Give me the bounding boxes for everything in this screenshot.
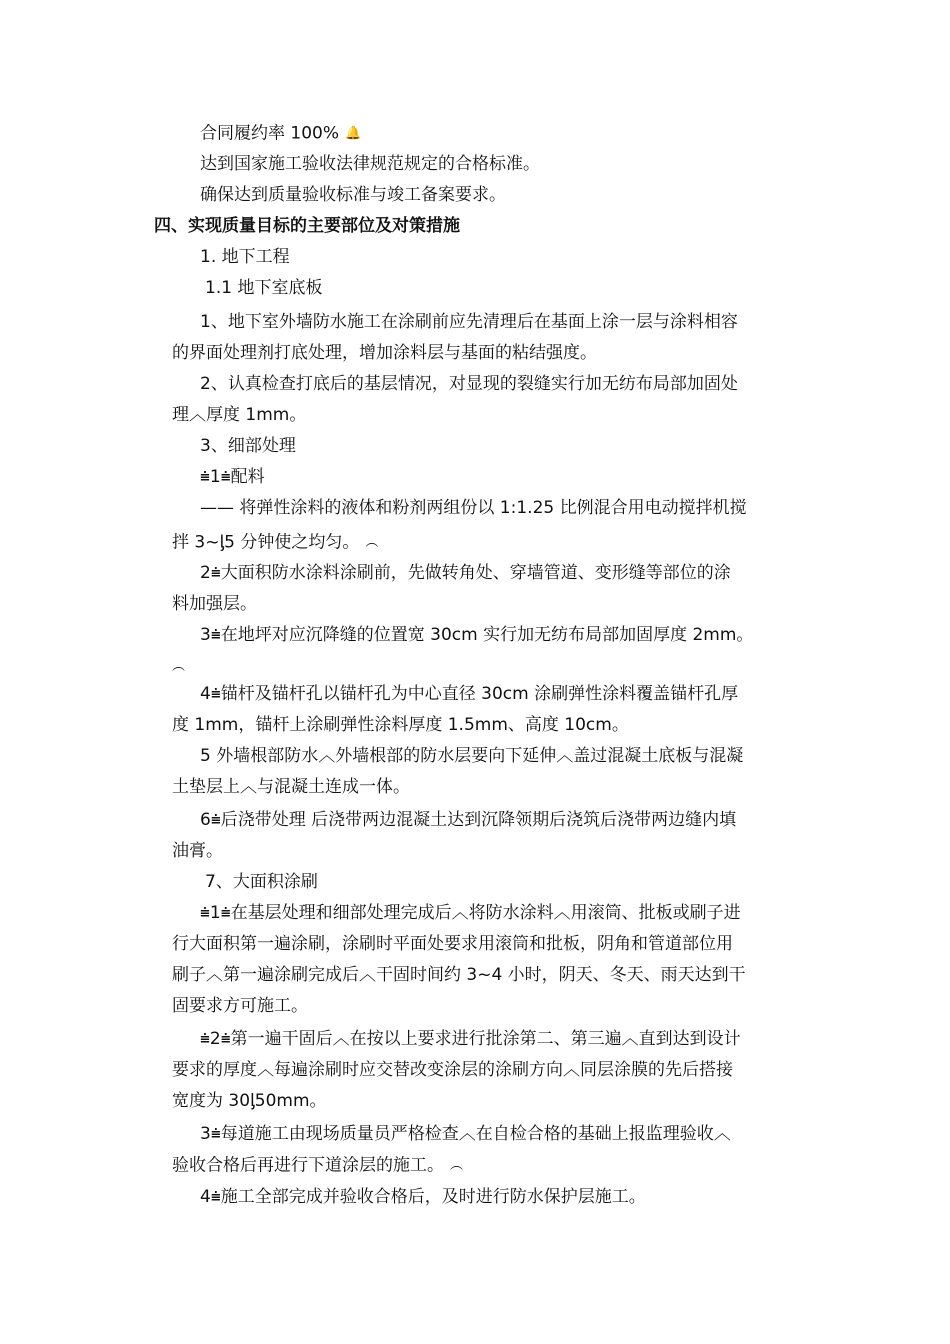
- text-line: 确保达到质量验收标准与竣工备案要求。: [200, 185, 506, 205]
- paragraph-line: 的界面处理剂打底处理，增加涂料层与基面的粘结强度。: [172, 343, 597, 363]
- paragraph-line: 固要求方可施工。: [172, 996, 308, 1016]
- paragraph-line: [172, 527, 378, 559]
- paragraph-line: 6⩧后浇带处理 后浇带两边混凝土达到沉降领期后浇筑后浇带两边缝内填: [200, 810, 737, 830]
- subsection-heading: 1. 地下工程: [200, 247, 290, 267]
- paragraph-line: ⩧1⩧在基层处理和细部处理完成后︿将防水涂料︿用滚筒、批板或刷子进: [200, 903, 741, 923]
- paragraph-line: 料加强层。: [172, 594, 257, 614]
- paragraph-line: 度 1mm，锚杆上涂刷弹性涂料厚度 1.5mm、高度 10cm。: [172, 715, 629, 735]
- bell-icon: 🔔: [345, 126, 362, 141]
- text-line: 达到国家施工验收法律规范规定的合格标准。: [200, 154, 540, 174]
- paragraph-text: 拌 3~ᶅ5 分钟使之均匀。: [172, 532, 360, 553]
- contract-rate-text: 合同履约率 100%: [200, 123, 340, 144]
- paragraph-line: ⩧1⩧配料: [200, 467, 265, 487]
- paragraph-line: 5 外墙根部防水︿外墙根部的防水层要向下延伸︿盖过混凝土底板与混凝: [200, 746, 744, 766]
- paragraph-line: 3、细部处理: [200, 436, 296, 456]
- paragraph-line: 土垫层上︿与混凝土连成一体。: [172, 777, 410, 797]
- paragraph-line: [172, 651, 185, 683]
- paragraph-line: ⩧2⩧第一遍干固后︿在按以上要求进行批涂第二、第三遍︿直到达到设计: [200, 1029, 741, 1049]
- paragraph-line: 4⩧施工全部完成并验收合格后，及时进行防水保护层施工。: [200, 1187, 646, 1207]
- paragraph-line: 理︿厚度 1mm。: [172, 405, 307, 425]
- paragraph-line: —— 将弹性涂料的液体和粉剂两组份以 1:1.25 比例混合用电动搅拌机搅: [200, 498, 747, 518]
- paragraph-line: [172, 1150, 463, 1182]
- paragraph-line: 1、地下室外墙防水施工在涂刷前应先清理后在基面上涂一层与涂料相容: [200, 312, 738, 332]
- subsection-heading: 1.1 地下室底板: [205, 278, 323, 298]
- paragraph-line: 行大面积第一遍涂刷，涂刷时平面处要求用滚筒和批板，阴角和管道部位用: [172, 934, 733, 954]
- section-heading: 四、实现质量目标的主要部位及对策措施: [154, 216, 460, 236]
- paragraph-line: 宽度为 30ᶅ50mm。: [172, 1091, 327, 1111]
- text-line: [200, 118, 361, 150]
- paragraph-line: 2、认真检查打底后的基层情况，对显现的裂缝实行加无纺布局部加固处: [200, 374, 738, 394]
- paragraph-line: 油膏。: [172, 841, 223, 861]
- paragraph-line: 7、大面积涂刷: [205, 872, 318, 892]
- paragraph-line: 3⩧每道施工由现场质量员严格检查︿在自检合格的基础上报监理验收︿: [200, 1124, 731, 1144]
- corner-mark-icon: ︵: [450, 1158, 464, 1173]
- paragraph-line: 3⩧在地坪对应沉降缝的位置宽 30cm 实行加无纺布局部加固厚度 2mm。: [200, 625, 754, 645]
- corner-mark-icon: ︵: [172, 659, 186, 674]
- paragraph-text: 验收合格后再进行下道涂层的施工。: [172, 1155, 444, 1176]
- corner-mark-icon: ︵: [365, 535, 379, 550]
- paragraph-line: 4⩧锚杆及锚杆孔以锚杆孔为中心直径 30cm 涂刷弹性涂料覆盖锚杆孔厚: [200, 684, 739, 704]
- paragraph-line: 要求的厚度︿每遍涂刷时应交替改变涂层的涂刷方向︿同层涂膜的先后搭接: [172, 1060, 733, 1080]
- paragraph-line: 2⩧大面积防水涂料涂刷前，先做转角处、穿墙管道、变形缝等部位的涂: [200, 563, 731, 583]
- paragraph-line: 刷子︿第一遍涂刷完成后︿干固时间约 3~4 小时，阴天、冬天、雨天达到干: [172, 965, 746, 985]
